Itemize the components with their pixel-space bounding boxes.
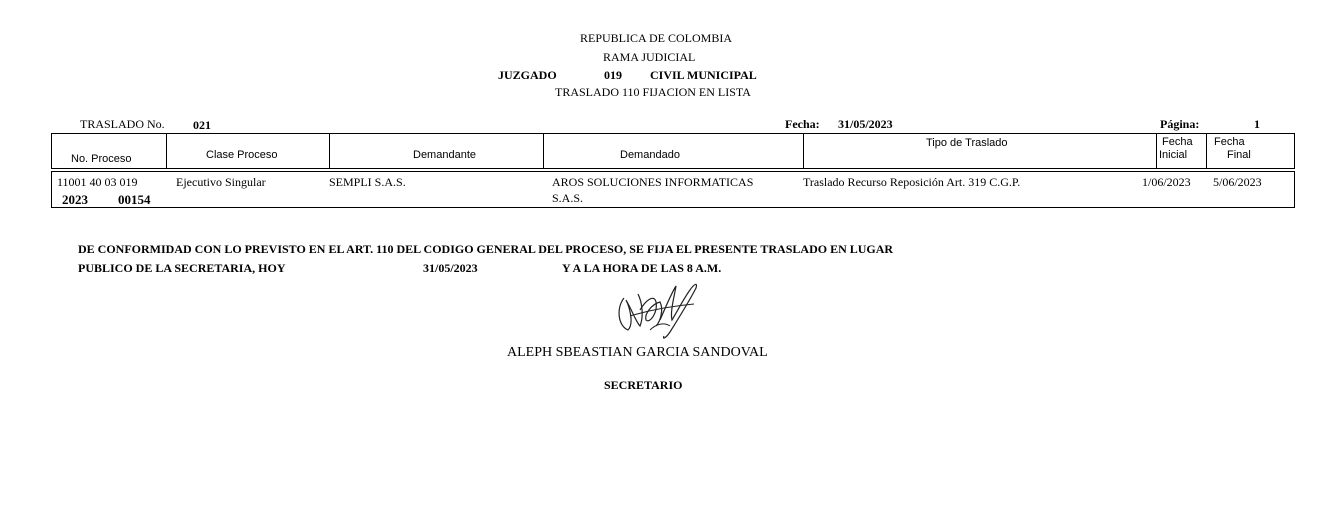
signer-title: SECRETARIO [604,378,683,392]
header-juzgado-label: JUZGADO [498,68,557,82]
traslado-number: 021 [193,118,211,132]
column-divider [166,134,167,168]
column-header-fecha-final-2: Final [1227,149,1251,161]
header-juzgado-type: CIVIL MUNICIPAL [650,68,757,82]
column-header-fecha-inicial-2: Inicial [1159,149,1188,161]
signer-name: ALEPH SBEASTIAN GARCIA SANDOVAL [507,345,768,360]
column-header-fecha-inicial-1: Fecha [1162,136,1193,148]
column-divider [329,134,330,168]
cell-clase-proceso: Ejecutivo Singular [176,175,266,189]
column-header-no-proceso: No. Proceso [71,153,132,165]
cell-demandante: SEMPLI S.A.S. [329,175,406,189]
header-traslado-lista: TRASLADO 110 FIJACION EN LISTA [555,85,751,99]
column-divider [1206,134,1207,168]
pagina-value: 1 [1254,117,1260,131]
cell-proceso-year: 2023 [62,192,88,207]
cell-fecha-final: 5/06/2023 [1213,175,1262,189]
column-header-fecha-final-1: Fecha [1214,136,1245,148]
cell-tipo-traslado: Traslado Recurso Reposición Art. 319 C.G.P. [803,175,1021,189]
traslado-label: TRASLADO No. [80,117,165,131]
cell-demandado-line2: S.A.S. [552,191,584,205]
column-header-demandante: Demandante [413,149,476,161]
table-row [51,171,1295,208]
cell-demandado-line1: AROS SOLUCIONES INFORMATICAS [552,175,754,189]
cell-fecha-inicial: 1/06/2023 [1142,175,1191,189]
signature-image [610,280,705,342]
column-header-clase-proceso: Clase Proceso [206,149,278,161]
cell-proceso-number: 00154 [118,192,151,207]
table-header [51,133,1295,169]
pagina-label: Página: [1160,117,1200,131]
notice-line-2-end: Y A LA HORA DE LAS 8 A.M. [562,261,722,275]
notice-date: 31/05/2023 [423,261,478,275]
header-republica: REPUBLICA DE COLOMBIA [580,31,733,45]
notice-line-2-start: PUBLICO DE LA SECRETARIA, HOY [78,261,286,275]
notice-line-1: DE CONFORMIDAD CON LO PREVISTO EN EL ART. 110 DEL CODIGO GENERAL DEL PROCESO, SE FIJA EL PRESENTE TRASLADO EN LUGAR [78,242,894,256]
column-divider [803,134,804,168]
cell-proceso-code: 11001 40 03 019 [57,175,138,189]
column-header-tipo-traslado: Tipo de Traslado [926,137,1008,149]
column-header-demandado: Demandado [620,149,680,161]
header-juzgado-number: 019 [604,68,622,82]
fecha-value: 31/05/2023 [838,117,893,131]
header-rama-judicial: RAMA JUDICIAL [603,50,696,64]
column-divider [1156,134,1157,168]
column-divider [543,134,544,168]
fecha-label: Fecha: [785,117,820,131]
